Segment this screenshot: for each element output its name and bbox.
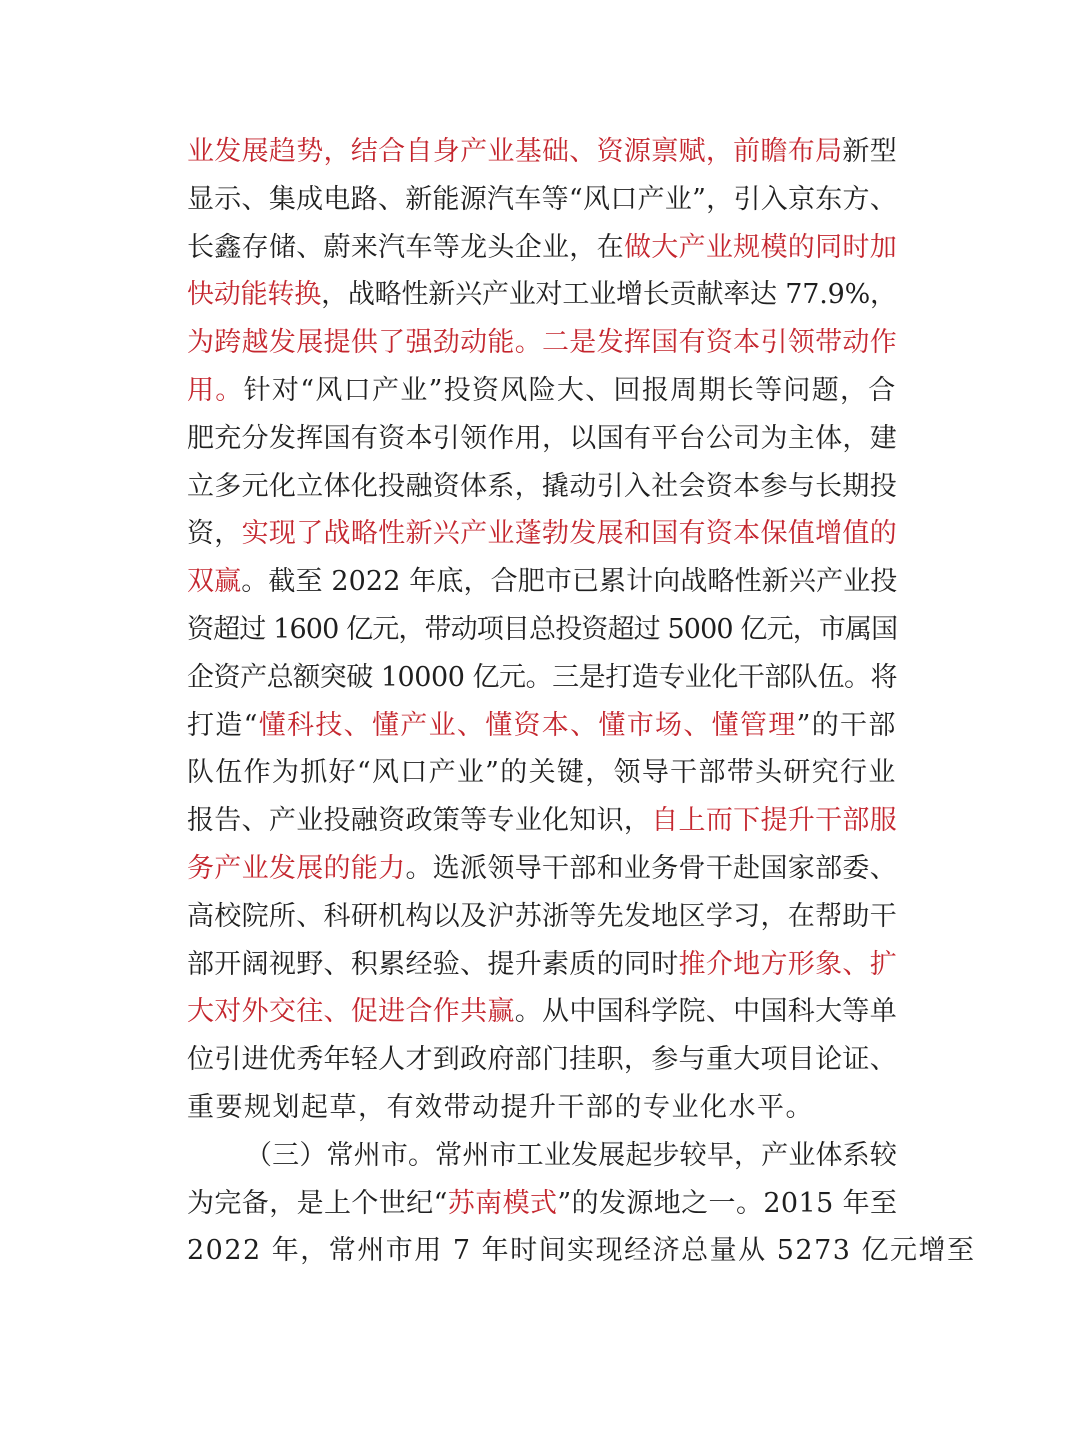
plain-text: ”的干部: [796, 709, 897, 741]
highlighted-text: 自上而下提升干部服: [651, 805, 898, 837]
plain-text: 针对“风口产业”投资风险大、回报周期长等问题，合: [243, 374, 897, 406]
text-line: [187, 510, 897, 558]
plain-text: （三）常州市。常州市工业发展起步较早，产业体系较: [245, 1139, 897, 1171]
plain-text: 肥充分发挥国有资本引领作用，以国有平台公司为主体，建: [187, 422, 897, 454]
text-line: [187, 941, 897, 989]
plain-text: 立多元化立体化投融资体系，撬动引入社会资本参与长期投: [187, 470, 897, 502]
highlighted-text: 业发展趋势，结合自身产业基础、资源禀赋，前瞻布局: [187, 136, 843, 167]
text-line: [187, 845, 897, 893]
text-line: [187, 606, 897, 654]
plain-text: 打造“: [187, 709, 259, 741]
plain-text: 。截至 2022 年底，合肥市已累计向战略性新兴产业投: [241, 566, 898, 598]
text-line: [187, 271, 897, 319]
plain-text: 长鑫存储、蔚来汽车等龙头企业，在: [187, 231, 624, 263]
plain-text: 资，: [187, 518, 242, 550]
text-line: [187, 1132, 897, 1180]
text-line: [187, 463, 897, 511]
plain-text: 2022 年，常州市用 7 年时间实现经济总量从 5273 亿元增至: [187, 1235, 976, 1267]
highlighted-text: 实现了战略性新兴产业蓬勃发展和国有资本保值增值的: [241, 518, 898, 550]
highlighted-text: 为跨越发展提供了强劲动能。二是发挥国有资本引领带动作: [187, 327, 897, 359]
plain-text: 新型: [842, 136, 898, 167]
plain-text: 部开阔视野、积累经验、提升素质的同时: [187, 948, 679, 980]
text-line: [187, 1084, 897, 1132]
plain-text: 。从中国科学院、中国科大等单: [514, 996, 898, 1028]
plain-text: 企资产总额突破 10000 亿元。三是打造专业化干部队伍。将: [187, 661, 898, 693]
highlighted-text: 务产业发展的能力: [187, 852, 406, 884]
plain-text: ，战略性新兴产业对工业增长贡献率达 77.9%，: [321, 279, 897, 311]
plain-text: 高校院所、科研机构以及沪苏浙等先发地区学习，在帮助干: [187, 900, 897, 932]
text-line: [187, 128, 897, 176]
highlighted-text: 快动能转换: [187, 279, 322, 311]
text-line: [187, 702, 897, 750]
text-line: [187, 319, 897, 367]
text-line: [187, 1036, 897, 1084]
highlighted-text: 推介地方形象、扩: [678, 948, 898, 980]
text-line: [187, 415, 897, 463]
highlighted-text: 大对外交往、促进合作共赢: [187, 996, 515, 1028]
highlighted-text: 苏南模式: [447, 1187, 558, 1219]
text-line: [187, 558, 897, 606]
text-line: [187, 654, 897, 702]
text-line: [187, 367, 897, 415]
text-line: [187, 176, 897, 224]
plain-text: 队伍作为抓好“风口产业”的关键，领导干部带头研究行业: [187, 757, 897, 789]
text-line: [187, 1180, 897, 1228]
text-line: [187, 1227, 976, 1275]
plain-text: 资超过 1600 亿元，带动项目总投资超过 5000 亿元，市属国: [187, 613, 898, 645]
text-line: [187, 749, 897, 797]
text-line: [187, 893, 897, 941]
highlighted-text: 做大产业规模的同时加: [623, 231, 898, 263]
text-line: [187, 988, 897, 1036]
plain-text: 重要规划起草，有效带动提升干部的专业化水平。: [187, 1091, 814, 1123]
plain-text: 显示、集成电路、新能源汽车等“风口产业”，引入京东方、: [187, 183, 898, 215]
text-line: [187, 797, 897, 845]
text-line: [187, 224, 897, 272]
plain-text: 报告、产业投融资政策等专业化知识，: [187, 805, 652, 837]
body-text: [187, 128, 976, 1275]
plain-text: 位引进优秀年轻人才到政府部门挂职，参与重大项目论证、: [187, 1044, 897, 1076]
plain-text: 为完备，是上个世纪“: [187, 1187, 448, 1219]
highlighted-text: 懂科技、懂产业、懂资本、懂市场、懂管理: [258, 709, 797, 741]
plain-text: 。选派领导干部和业务骨干赴国家部委、: [405, 852, 898, 884]
plain-text: ”的发源地之一。2015 年至: [557, 1187, 898, 1219]
highlighted-text: 双赢: [187, 566, 242, 598]
highlighted-text: 用。: [187, 374, 244, 406]
